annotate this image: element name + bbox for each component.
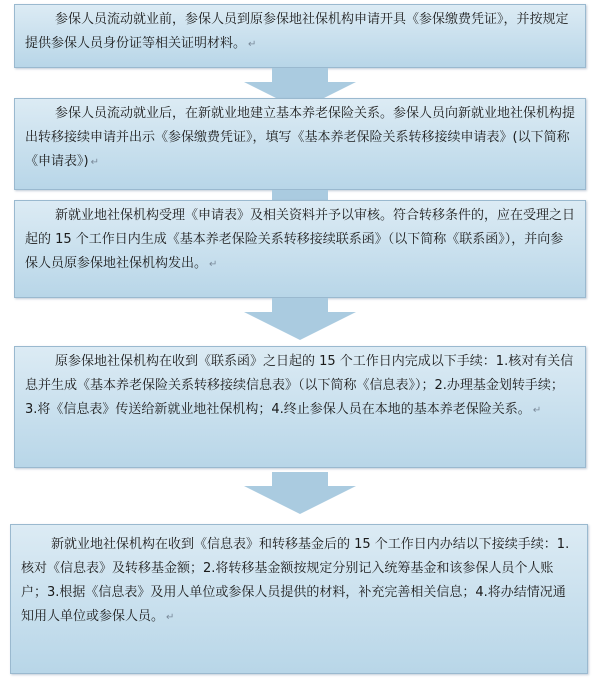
step-2-text: 参保人员流动就业后，在新就业地建立基本养老保险关系。参保人员向新就业地社保机构提出转移接续申请并出示《参保缴费凭证》，填写《基本养老保险关系转移接续申请表》(以下简称《申请表》) [25,106,576,169]
arrow-down-icon [240,472,360,514]
step-3-box [14,200,586,298]
step-1-box [14,4,586,68]
arrow-down-icon [240,298,360,340]
step-4-box [14,346,586,468]
paragraph-mark-icon: ↵ [166,612,175,623]
step-3-text: 新就业地社保机构受理《申请表》及相关资料并予以审核。符合转移条件的，应在受理之日起的 15 个工作日内生成《基本养老保险关系转移接续联系函》（以下简称《联系函》），并向参保人员原参保地社保机构发出。 [25,208,576,271]
step-1-text: 参保人员流动就业前，参保人员到原参保地社保机构申请开具《参保缴费凭证》，并按规定提供参保人员身份证等相关证明材料。 [25,12,569,51]
step-2-box [14,98,586,190]
paragraph-mark-icon: ↵ [90,157,99,168]
paragraph-mark-icon: ↵ [248,39,257,50]
step-4-text: 原参保地社保机构在收到《联系函》之日起的 15 个工作日内完成以下手续：1.核对有关信息并生成《基本养老保险关系转移接续信息表》（以下简称《信息表》）；2.办理基金划转手续；3.将《信息表》传送给新就业地社保机构；4.终止参保人员在本地的基本养老保险关系。 [25,354,574,417]
paragraph-mark-icon: ↵ [532,405,542,416]
step-5-text: 新就业地社保机构在收到《信息表》和转移基金后的 15 个工作日内办结以下接续手续：1.核对《信息表》及转移基金额；2.将转移基金额按规定分别记入统筹基金和该参保人员个人账户；3.根据《信息表》及用人单位或参保人员提供的材料，补充完善相关信息；4.将办结情况通知用人单位或参保人员。 [21,537,570,624]
step-5-box [10,524,588,674]
paragraph-mark-icon: ↵ [209,259,218,270]
